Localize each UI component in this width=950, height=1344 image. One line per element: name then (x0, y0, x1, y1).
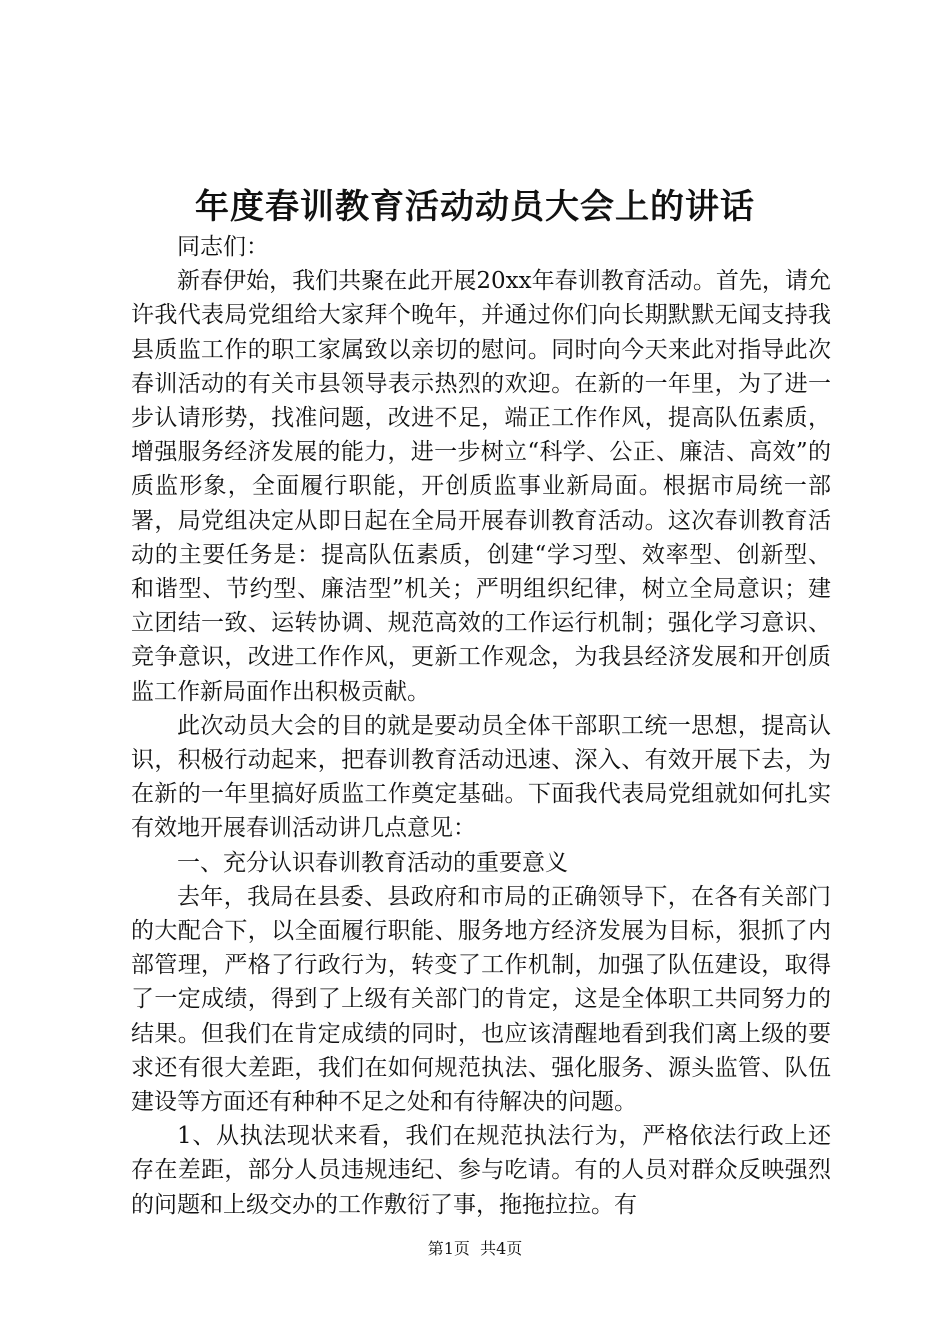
paragraph-opening: 新春伊始，我们共聚在此开展20xx年春训教育活动。首先，请允许我代表局党组给大家拜个晚年，并通过你们向长期默默无闻支持我县质监工作的职工家属致以亲切的慰问。同时向今天来此对指导此次春训活动的有关市县领导表示热烈的欢迎。在新的一年里，为了进一步认请形势，找准问题，改进不足，端正工作作风，提高队伍素质，增强服务经济发展的能力，进一步树立“科学、公正、廉洁、高效”的质监形象，全面履行职能，开创质监事业新局面。根据市局统一部署，局党组决定从即日起在全局开展春训教育活动。这次春训教育活动的主要任务是：提高队伍素质，创建“学习型、效率型、创新型、和谐型、节约型、廉洁型”机关；严明组织纪律，树立全局意识；建立团结一致、运转协调、规范高效的工作运行机制；强化学习意识、竞争意识，改进工作作风，更新工作观念，为我县经济发展和开创质监工作新局面作出积极贡献。 (131, 268, 831, 705)
document-title: 年度春训教育活动动员大会上的讲话 (195, 187, 755, 227)
paragraph-purpose: 此次动员大会的目的就是要动员全体干部职工统一思想，提高认识，积极行动起来，把春训教育活动迅速、深入、有效开展下去，为在新的一年里搞好质监工作奠定基础。下面我代表局党组就如何扎实有效地开展春训活动讲几点意见： (131, 712, 831, 842)
paragraph-review: 去年，我局在县委、县政府和市局的正确领导下，在各有关部门的大配合下，以全面履行职能、服务地方经济发展为目标，狠抓了内部管理，严格了行政行为，转变了工作机制，加强了队伍建设，取得了一定成绩，得到了上级有关部门的肯定，这是全体职工共同努力的结果。但我们在肯定成绩的同时，也应该清醒地看到我们离上级的要求还有很大差距，我们在如何规范执法、强化服务、源头监管、队伍建设等方面还有种种不足之处和有待解决的问题。 (131, 883, 831, 1116)
page-number: 第1页 共4页 (427, 1239, 523, 1258)
page-footer (0, 1238, 950, 1260)
salutation: 同志们： (177, 234, 269, 260)
document-body (131, 230, 831, 1222)
paragraph-point-1: 1、从执法现状来看，我们在规范执法行为，严格依法行政上还存在差距，部分人员违规违纪、参与吃请。有的人员对群众反映强烈的问题和上级交办的工作敷衍了事，拖拖拉拉。有 (131, 1123, 831, 1218)
section-heading-1: 一、充分认识春训教育活动的重要意义 (177, 849, 568, 876)
